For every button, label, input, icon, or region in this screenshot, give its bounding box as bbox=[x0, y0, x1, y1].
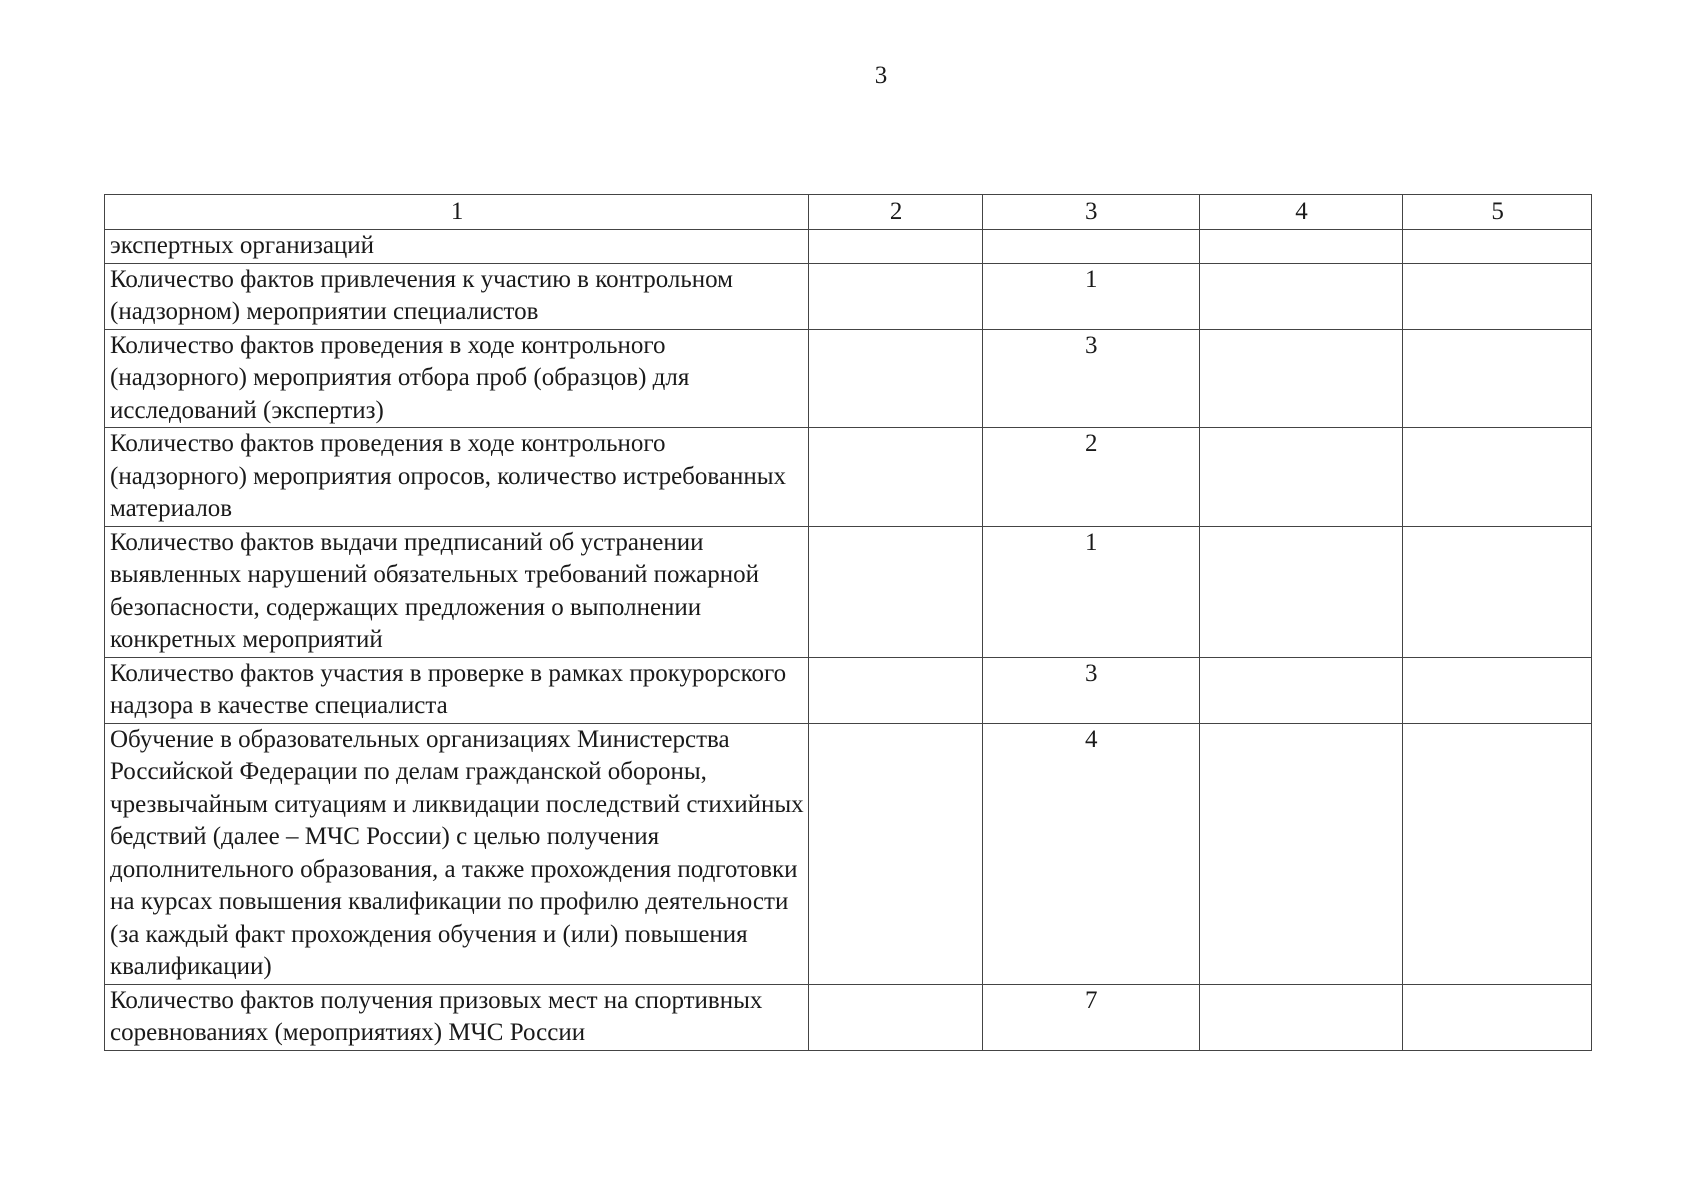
row-description: Количество фактов проведения в ходе контрольного (надзорного) мероприятия отбора проб (образцов) для исследований (экспертиз) bbox=[105, 329, 809, 428]
row-description: экспертных организаций bbox=[105, 230, 809, 264]
row-description: Количество фактов получения призовых мест на спортивных соревнованиях (мероприятиях) МЧС России bbox=[105, 984, 809, 1050]
row-value-col5 bbox=[1403, 230, 1592, 264]
table-header-row bbox=[105, 195, 1592, 230]
column-number-2: 2 bbox=[809, 195, 983, 230]
row-value-col4 bbox=[1199, 329, 1403, 428]
row-value-col2 bbox=[809, 230, 983, 264]
row-value-col3: 3 bbox=[982, 329, 1199, 428]
row-value-col5 bbox=[1403, 984, 1592, 1050]
row-value-col2 bbox=[809, 263, 983, 329]
row-value-col2 bbox=[809, 984, 983, 1050]
row-value-col2 bbox=[809, 657, 983, 723]
row-description: Количество фактов участия в проверке в рамках прокурорского надзора в качестве специалиста bbox=[105, 657, 809, 723]
column-number-1: 1 bbox=[105, 195, 809, 230]
table-row bbox=[105, 428, 1592, 527]
row-description: Количество фактов привлечения к участию в контрольном (надзорном) мероприятии специалистов bbox=[105, 263, 809, 329]
criteria-table bbox=[104, 194, 1592, 1051]
table-row bbox=[105, 329, 1592, 428]
row-value-col3: 1 bbox=[982, 263, 1199, 329]
row-value-col2 bbox=[809, 723, 983, 984]
row-value-col3: 4 bbox=[982, 723, 1199, 984]
table-row bbox=[105, 723, 1592, 984]
row-value-col4 bbox=[1199, 984, 1403, 1050]
row-value-col4 bbox=[1199, 230, 1403, 264]
row-value-col3 bbox=[982, 230, 1199, 264]
column-number-4: 4 bbox=[1199, 195, 1403, 230]
table-row bbox=[105, 657, 1592, 723]
column-number-3: 3 bbox=[982, 195, 1199, 230]
row-value-col4 bbox=[1199, 428, 1403, 527]
row-value-col5 bbox=[1403, 657, 1592, 723]
row-value-col3: 3 bbox=[982, 657, 1199, 723]
row-value-col4 bbox=[1199, 263, 1403, 329]
row-value-col2 bbox=[809, 428, 983, 527]
row-value-col4 bbox=[1199, 526, 1403, 657]
row-description: Обучение в образовательных организациях Министерства Российской Федерации по делам гражданской обороны, чрезвычайным ситуациям и ликвидации последствий стихийных бедствий (далее – МЧС России) с целью получения дополнительного образования, а также прохождения подготовки на курсах повышения квалификации по профилю деятельности (за каждый факт прохождения обучения и (или) повышения квалификации) bbox=[105, 723, 809, 984]
row-value-col2 bbox=[809, 526, 983, 657]
row-value-col3: 1 bbox=[982, 526, 1199, 657]
row-value-col4 bbox=[1199, 723, 1403, 984]
row-value-col5 bbox=[1403, 263, 1592, 329]
table-row bbox=[105, 984, 1592, 1050]
row-value-col3: 7 bbox=[982, 984, 1199, 1050]
row-value-col5 bbox=[1403, 428, 1592, 527]
row-value-col3: 2 bbox=[982, 428, 1199, 527]
table-row bbox=[105, 526, 1592, 657]
row-value-col5 bbox=[1403, 526, 1592, 657]
table-row bbox=[105, 230, 1592, 264]
row-value-col4 bbox=[1199, 657, 1403, 723]
row-value-col5 bbox=[1403, 723, 1592, 984]
column-number-5: 5 bbox=[1403, 195, 1592, 230]
row-description: Количество фактов выдачи предписаний об устранении выявленных нарушений обязательных требований пожарной безопасности, содержащих предложения о выполнении конкретных мероприятий bbox=[105, 526, 809, 657]
page-number: 3 bbox=[874, 62, 888, 89]
table-row bbox=[105, 263, 1592, 329]
row-value-col2 bbox=[809, 329, 983, 428]
row-description: Количество фактов проведения в ходе контрольного (надзорного) мероприятия опросов, количество истребованных материалов bbox=[105, 428, 809, 527]
row-value-col5 bbox=[1403, 329, 1592, 428]
